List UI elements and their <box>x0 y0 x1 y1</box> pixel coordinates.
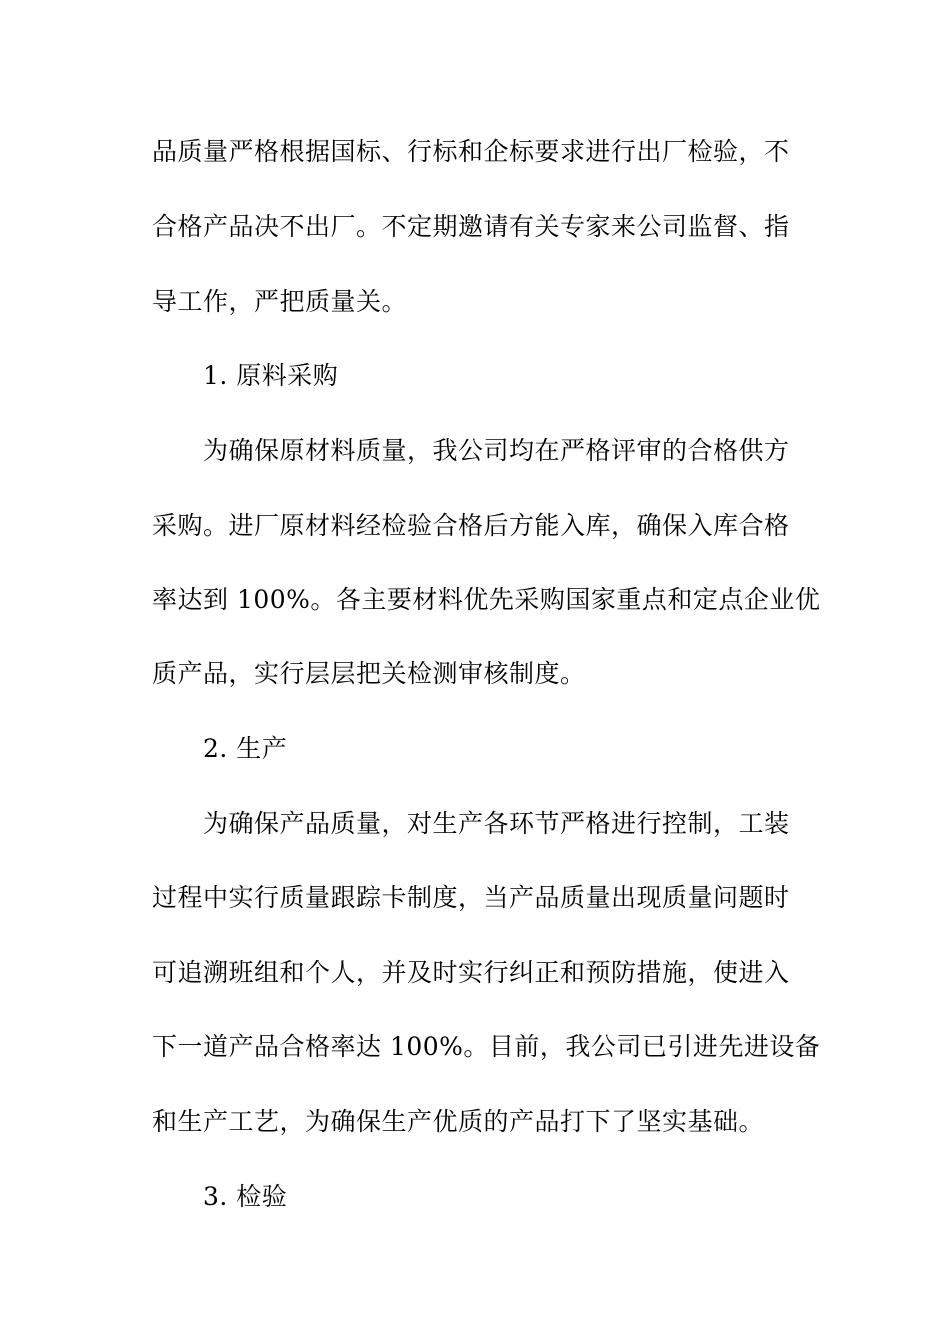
section-1-line-2: 采购。进厂原材料经检验合格后方能入库，确保入库合格 <box>152 511 790 540</box>
section-1-line-3: 率达到 100%。各主要材料优先采购国家重点和定点企业优 <box>152 585 821 614</box>
section-2-line-2: 过程中实行质量跟踪卡制度，当产品质量出现质量问题时 <box>152 883 790 912</box>
intro-line-3: 导工作，严把质量关。 <box>152 287 408 316</box>
intro-line-1: 品质量严格根据国标、行标和企标要求进行出厂检验，不 <box>152 137 790 166</box>
section-2-heading: 2. 生产 <box>203 734 288 763</box>
intro-line-2: 合格产品决不出厂。不定期邀请有关专家来公司监督、指 <box>152 212 790 241</box>
section-2-line-5: 和生产工艺，为确保生产优质的产品打下了坚实基础。 <box>152 1107 765 1136</box>
section-1-heading: 1. 原料采购 <box>203 361 339 390</box>
section-1-line-1: 为确保原材料质量，我公司均在严格评审的合格供方 <box>203 436 790 465</box>
section-2-line-1: 为确保产品质量，对生产各环节严格进行控制，工装 <box>203 809 790 838</box>
section-3-heading: 3. 检验 <box>203 1182 288 1211</box>
section-1-line-4: 质产品，实行层层把关检测审核制度。 <box>152 659 586 688</box>
section-2-line-3: 可追溯班组和个人，并及时实行纠正和预防措施，使进入 <box>152 958 790 987</box>
section-2-line-4: 下一道产品合格率达 100%。目前，我公司已引进先进设备 <box>152 1032 821 1061</box>
